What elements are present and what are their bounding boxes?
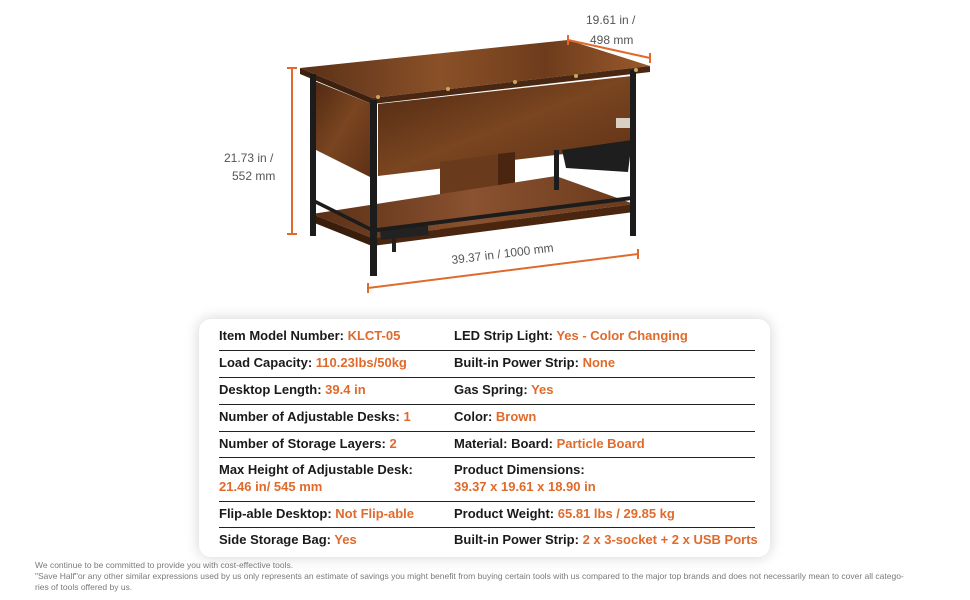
spec-cell-right [454, 531, 764, 548]
spec-value: 2 x 3-socket + 2 x USB Ports [582, 532, 758, 547]
spec-value: Yes [334, 532, 357, 547]
spec-key: LED Strip Light: [454, 328, 557, 343]
disclaimer-line: "Save Half"or any other similar expressions used by us only represents an estimate of savings you might benefit from buying certain tools with us compared to the major top brands and does not necessarily mean to cover all catego- [35, 571, 904, 581]
length-label: 39.37 in / 1000 mm [450, 240, 555, 267]
spec-key: Built-in Power Strip: [454, 532, 583, 547]
spec-cell-left [219, 327, 449, 344]
spec-key: Color: [454, 409, 496, 424]
spec-value: 21.46 in/ 545 mm [219, 479, 323, 494]
disclaimer-line: We continue to be committed to provide you with cost-effective tools. [35, 560, 294, 570]
spec-cell-left [219, 435, 449, 452]
spec-row [219, 354, 755, 378]
spec-row [219, 408, 755, 432]
spec-value: 39.4 in [325, 382, 366, 397]
spec-key: Material: Board: [454, 436, 557, 451]
spec-value: 110.23lbs/50kg [315, 355, 407, 370]
spec-cell-right [454, 505, 764, 522]
spec-cell-left [219, 531, 449, 548]
disclaimer-text [35, 560, 960, 593]
spec-row [219, 531, 758, 553]
height-label: 21.73 in / [224, 151, 274, 165]
spec-key: Load Capacity: [219, 355, 316, 370]
spec-key: Built-in Power Strip: [454, 355, 583, 370]
spec-row [219, 505, 755, 528]
spec-value: 2 [389, 436, 397, 451]
spec-key: Max Height of Adjustable Desk: [219, 462, 413, 477]
spec-cell-left [219, 354, 449, 371]
spec-cell-right [454, 435, 764, 452]
spec-key: Product Weight: [454, 506, 558, 521]
spec-cell-left [219, 381, 449, 398]
spec-key: Side Storage Bag: [219, 532, 335, 547]
spec-cell-right [454, 354, 764, 371]
spec-value: Brown [495, 409, 537, 424]
spec-value: Yes - Color Changing [556, 328, 688, 343]
spec-cell-right [454, 408, 764, 425]
spec-key: Number of Adjustable Desks: [219, 409, 404, 424]
depth-label-mm: 498 mm [590, 33, 634, 47]
spec-key: Flip-able Desktop: [219, 506, 336, 521]
spec-key: Number of Storage Layers: [219, 436, 390, 451]
spec-value: 1 [403, 409, 411, 424]
disclaimer-line: ries of tools offered by us. [35, 582, 133, 592]
spec-value: 65.81 lbs / 29.85 kg [557, 506, 675, 521]
spec-value: Yes [531, 382, 554, 397]
spec-row [219, 381, 755, 405]
height-dimension-line [287, 68, 297, 234]
spec-cell-left [219, 461, 449, 495]
depth-label: 19.61 in / [586, 13, 636, 27]
spec-key: Product Dimensions: [454, 462, 585, 477]
spec-value: Not Flip-able [335, 506, 415, 521]
spec-value: 39.37 x 19.61 x 18.90 in [454, 479, 596, 494]
spec-cell-right [454, 327, 764, 344]
spec-cell-right [454, 461, 764, 495]
product-label-tag [616, 118, 630, 128]
spec-value: None [582, 355, 616, 370]
spec-cell-left [219, 505, 449, 522]
height-label-mm: 552 mm [232, 169, 276, 183]
spec-key: Desktop Length: [219, 382, 326, 397]
spec-row [219, 461, 755, 502]
spec-cell-left [219, 408, 449, 425]
spec-value: Particle Board [556, 436, 645, 451]
spec-row [219, 327, 755, 351]
spec-key: Gas Spring: [454, 382, 532, 397]
spec-key: Item Model Number: [219, 328, 348, 343]
spec-row [219, 435, 755, 458]
specification-table [199, 319, 770, 557]
spec-value: KLCT-05 [347, 328, 401, 343]
spec-cell-right [454, 381, 764, 398]
